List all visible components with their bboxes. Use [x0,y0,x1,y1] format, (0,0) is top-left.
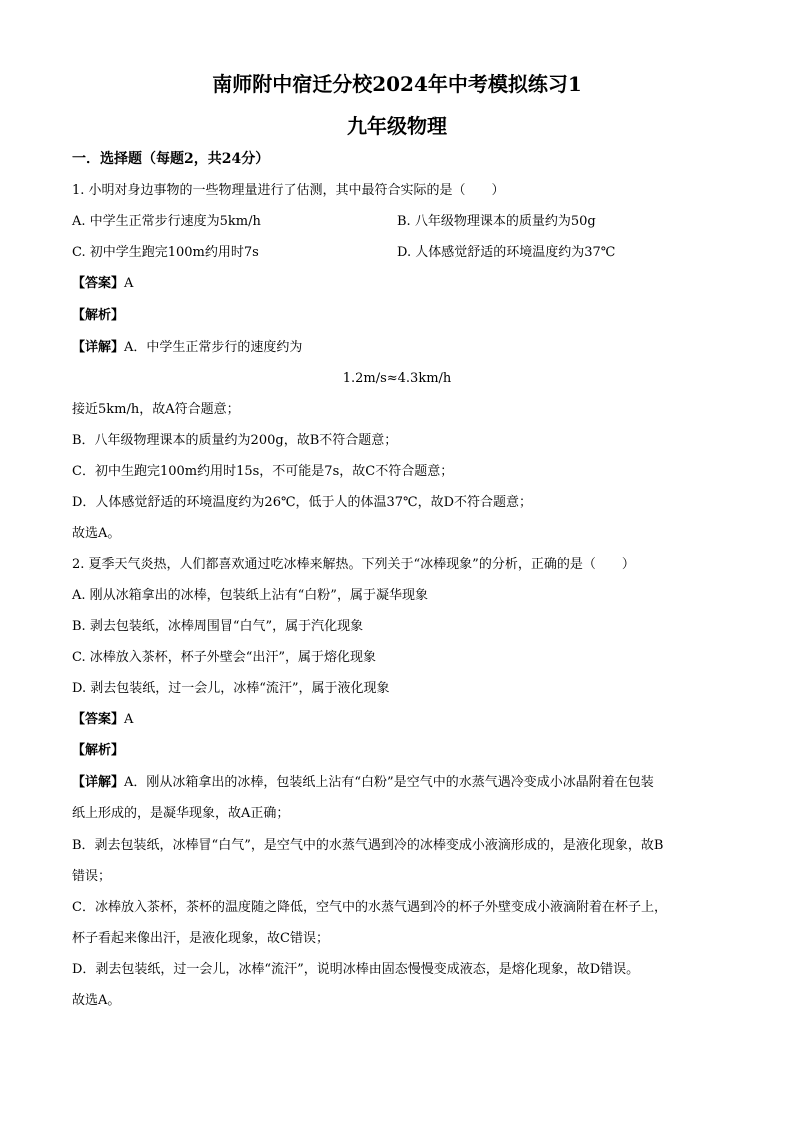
question-1-formula: 1.2m/s≈4.3km/h [342,371,452,386]
question-2-analysis-tag: 【解析】 [72,743,125,758]
question-1-detail-line: C．初中生跑完100m约用时15s，不可能是7s，故C不符合题意； [72,464,454,479]
question-2-detail-line: D．剥去包装纸，过一会儿，冰棒“流汗”，说明冰棒由固态慢慢变成液态，是熔化现象，故D错误。 [72,962,640,977]
question-2-conclusion: 故选A。 [72,993,121,1008]
answer-value: A [124,712,134,727]
question-2-detail-line: 错误； [72,869,112,884]
detail-text: A．中学生正常步行的速度约为 [124,340,303,355]
question-1-detail-line: D．人体感觉舒适的环境温度约为26℃，低于人的体温37℃，故D不符合题意； [72,495,533,510]
question-2-detail-line: C．冰棒放入茶杯，茶杯的温度随之降低，空气中的水蒸气遇到冷的杯子外壁变成小液滴附着在杯子上， [72,900,667,915]
question-1-stem: 1. 小明对身边事物的一些物理量进行了估测，其中最符合实际的是（ ） [72,183,505,198]
question-2-stem: 2. 夏季天气炎热，人们都喜欢通过吃冰棒来解热。下列关于“冰棒现象”的分析，正确的是（ ） [72,557,635,572]
question-1-analysis-tag: 【解析】 [72,308,125,323]
question-2-option-d: D. 剥去包装纸，过一会儿，冰棒“流汗”，属于液化现象 [72,681,390,696]
question-1-option-c: C. 初中学生跑完100m约用时7s [72,245,259,260]
question-1-option-b: B. 八年级物理课本的质量约为50g [397,214,596,229]
question-1-detail-line: 接近5km/h，故A符合题意； [72,402,240,417]
question-2-detail-line: B．剥去包装纸，冰棒冒“白气”，是空气中的水蒸气遇到冷的冰棒变成小液滴形成的，是液化现象，故B [72,838,664,853]
question-2-answer [72,711,133,729]
question-2-option-c: C. 冰棒放入茶杯，杯子外壁会“出汗”，属于熔化现象 [72,650,377,665]
question-2-detail-line: 杯子看起来像出汗，是液化现象，故C错误； [72,931,329,946]
answer-tag: 【答案】 [72,712,125,727]
answer-tag: 【答案】 [72,276,125,291]
question-2-detail-line: 纸上形成的，是凝华现象，故A正确； [72,806,290,821]
detail-tag: 【详解】 [72,775,125,790]
page-title: 南师附中宿迁分校2024年中考模拟练习1 [212,72,582,96]
answer-value: A [124,276,134,291]
section-heading: 一．选择题（每题2，共24分） [72,151,270,167]
question-2-detail-line [72,774,654,792]
detail-text: A．刚从冰箱拿出的冰棒，包装纸上沾有“白粉”是空气中的水蒸气遇冷变成小冰晶附着在包装 [124,775,654,790]
question-1-detail-line [72,339,302,357]
question-2-option-b: B. 剥去包装纸，冰棒周围冒“白气”，属于汽化现象 [72,619,364,634]
question-1-option-d: D. 人体感觉舒适的环境温度约为37℃ [397,245,616,260]
question-1-detail-line: B．八年级物理课本的质量约为200g，故B不符合题意； [72,433,398,448]
page-subtitle: 九年级物理 [347,114,447,138]
question-1-option-a: A. 中学生正常步行速度为5km/h [72,214,261,229]
question-2-option-a: A. 刚从冰箱拿出的冰棒，包装纸上沾有“白粉”，属于凝华现象 [72,588,428,603]
question-1-conclusion: 故选A。 [72,526,121,541]
question-1-answer [72,275,133,293]
detail-tag: 【详解】 [72,340,125,355]
